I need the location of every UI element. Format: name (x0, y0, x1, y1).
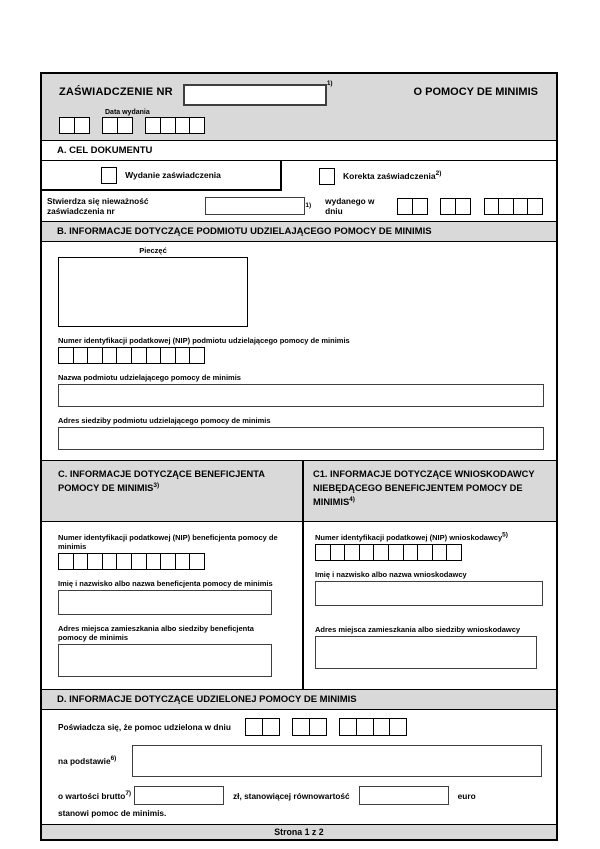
character-cell[interactable] (146, 553, 162, 570)
aid-granted-label: Poświadcza się, że pomoc udzielona w dniu (58, 722, 231, 732)
footnote-ref-4: 4) (349, 495, 355, 503)
character-cell[interactable] (58, 553, 74, 570)
beneficiary-address-input[interactable] (58, 644, 272, 677)
certificate-number-label: ZAŚWIADCZENIE NR (59, 86, 173, 98)
character-cell[interactable] (309, 718, 327, 736)
character-cell[interactable] (189, 347, 205, 364)
character-cell[interactable] (262, 718, 280, 736)
character-cell[interactable] (131, 347, 147, 364)
section-c-header (42, 461, 302, 522)
legal-basis-row (58, 745, 546, 777)
section-c-header-text: C. INFORMACJE DOTYCZĄCE BENEFICJENTA POMOCY DE MINIMIS (58, 469, 265, 493)
section-c1-header-text: C1. INFORMACJE DOTYCZĄCE WNIOSKODAWCY NIEBĘDĄCEGO BENEFICJENTEM POMOCY DE MINIMIS (313, 469, 535, 507)
form-header-band (42, 74, 556, 140)
equivalent-label: zł, stanowiącej równowartość (233, 790, 350, 801)
section-c1-header (304, 461, 556, 522)
character-cell[interactable] (315, 544, 331, 561)
issue-checkbox[interactable] (101, 167, 117, 184)
footnote-ref-5: 5) (502, 531, 508, 539)
section-d-header: D. INFORMACJE DOTYCZĄCE UDZIELONEJ POMOCY DE MINIMIS (42, 689, 556, 710)
character-cell[interactable] (344, 544, 360, 561)
character-cell[interactable] (189, 553, 205, 570)
grantor-address-label: Adres siedziby podmiotu udzielającego pomocy de minimis (58, 416, 271, 425)
grantor-address-input[interactable] (58, 427, 544, 450)
stamp-box (58, 257, 248, 327)
invalidation-date-cells (397, 198, 556, 215)
section-d-content (42, 710, 556, 824)
character-cell[interactable] (160, 347, 176, 364)
character-cell[interactable] (74, 117, 90, 134)
character-cell[interactable] (87, 347, 103, 364)
correction-checkbox[interactable] (319, 168, 335, 185)
section-a-header: A. CEL DOKUMENTU (42, 140, 556, 161)
character-cell[interactable] (87, 553, 103, 570)
option-issue-cell (42, 161, 282, 191)
section-c1-content (304, 522, 556, 681)
issue-checkbox-label: Wydanie zaświadczenia (125, 170, 221, 180)
character-cell[interactable] (446, 544, 462, 561)
legal-basis-label (58, 756, 132, 766)
character-cell[interactable] (189, 117, 205, 134)
issue-date-label: Data wydania (105, 109, 150, 116)
character-cell[interactable] (160, 117, 176, 134)
invalidation-row: Stwierdza się nieważność zaświadczenia nr 1) wydanego w dniu (42, 191, 556, 221)
section-c-content (42, 522, 302, 689)
character-cell[interactable] (484, 198, 500, 215)
invalidation-label: Stwierdza się nieważność zaświadczenia nr (47, 196, 149, 216)
character-cell[interactable] (102, 553, 118, 570)
cell-group (102, 117, 131, 134)
invalid-certificate-number-input[interactable] (205, 197, 306, 215)
footnote-ref-2: 2) (435, 170, 442, 178)
character-cell[interactable] (330, 544, 346, 561)
correction-checkbox-label (343, 171, 441, 181)
grantor-nip-cells (58, 347, 546, 364)
character-cell[interactable] (373, 718, 391, 736)
gross-value-label (58, 791, 134, 801)
character-cell[interactable] (339, 718, 357, 736)
grantor-name-label: Nazwa podmiotu udzielającego pomocy de minimis (58, 373, 241, 382)
issued-on-label: wydanego w dniu (325, 196, 375, 216)
footnote-ref-6: 6) (110, 755, 117, 763)
character-cell[interactable] (175, 347, 191, 364)
character-cell[interactable] (403, 544, 419, 561)
correction-label-text: Korekta zaświadczenia (343, 171, 436, 181)
character-cell[interactable] (412, 198, 428, 215)
character-cell[interactable] (356, 718, 374, 736)
section-b-content (42, 242, 556, 460)
cell-group (484, 198, 542, 215)
stamp-label: Pieczęć (139, 246, 167, 255)
character-cell[interactable] (455, 198, 471, 215)
section-c-column (42, 461, 304, 689)
certificate-title: O POMOCY DE MINIMIS (413, 86, 538, 98)
grantor-nip-label: Numer identyfikacji podatkowej (NIP) podmiotu udzielającego pomocy de minimis (58, 336, 350, 345)
cell-group (58, 347, 204, 364)
constitutes-aid-label: stanowi pomoc de minimis. (58, 808, 167, 818)
beneficiary-columns (42, 460, 556, 689)
character-cell[interactable] (432, 544, 448, 561)
gross-value-pln-input[interactable] (134, 786, 224, 805)
aid-granted-row (58, 718, 546, 736)
cell-group (339, 718, 405, 736)
legal-basis-input[interactable] (132, 745, 542, 777)
character-cell[interactable] (102, 117, 118, 134)
footnote-ref-7: 7) (125, 789, 132, 797)
character-cell[interactable] (146, 347, 162, 364)
beneficiary-address-label: Adres miejsca zamieszkania albo siedziby beneficjenta pomocy de minimis (58, 624, 254, 642)
character-cell[interactable] (73, 347, 89, 364)
cell-group (397, 198, 426, 215)
beneficiary-nip-label: Numer identyfikacji podatkowej (NIP) beneficjenta pomocy de minimis (58, 533, 278, 551)
euro-label: euro (457, 790, 476, 801)
character-cell[interactable] (131, 553, 147, 570)
de-minimis-certificate-form (40, 72, 558, 841)
character-cell[interactable] (373, 544, 389, 561)
character-cell[interactable] (102, 347, 118, 364)
purpose-options-row (42, 161, 556, 191)
character-cell[interactable] (73, 553, 89, 570)
character-cell[interactable] (440, 198, 456, 215)
character-cell[interactable] (359, 544, 375, 561)
cell-group (292, 718, 325, 736)
cell-group (58, 553, 204, 570)
gross-value-label-text: o wartości brutto (58, 790, 126, 801)
applicant-name-input[interactable] (315, 581, 543, 606)
applicant-nip-label-text: Numer identyfikacji podatkowej (NIP) wnioskodawcy (315, 533, 503, 542)
character-cell[interactable] (527, 198, 543, 215)
character-cell[interactable] (59, 117, 75, 134)
footnote-ref-3: 3) (153, 481, 160, 489)
cell-group (245, 718, 278, 736)
beneficiary-nip-cells (58, 553, 292, 570)
beneficiary-name-label: Imię i nazwisko albo nazwa beneficjenta pomocy de minimis (58, 579, 273, 588)
character-cell[interactable] (513, 198, 529, 215)
applicant-nip-label (315, 533, 546, 542)
issue-date-cells (59, 117, 556, 134)
certificate-number-input[interactable] (183, 84, 327, 106)
gross-value-row (58, 786, 546, 805)
character-cell[interactable] (116, 347, 132, 364)
character-cell[interactable] (145, 117, 161, 134)
character-cell[interactable] (397, 198, 413, 215)
option-correction-cell (282, 161, 556, 191)
applicant-name-label: Imię i nazwisko albo nazwa wnioskodawcy (315, 570, 467, 579)
applicant-address-label: Adres miejsca zamieszkania albo siedziby wnioskodawcy (315, 625, 521, 634)
character-cell[interactable] (175, 117, 191, 134)
character-cell[interactable] (498, 198, 514, 215)
page-number: Strona 1 z 2 (274, 827, 324, 837)
gross-value-eur-input[interactable] (359, 786, 449, 805)
grantor-name-input[interactable] (58, 384, 544, 407)
aid-granted-date-cells (245, 718, 420, 736)
character-cell[interactable] (292, 718, 310, 736)
character-cell[interactable] (175, 553, 191, 570)
character-cell[interactable] (245, 718, 263, 736)
beneficiary-name-input[interactable] (58, 590, 272, 615)
character-cell[interactable] (58, 347, 74, 364)
issue-date-block (42, 109, 556, 134)
character-cell[interactable] (116, 553, 132, 570)
character-cell[interactable] (417, 544, 433, 561)
cell-group (145, 117, 203, 134)
cell-group (440, 198, 469, 215)
page-footer (42, 824, 556, 839)
applicant-nip-cells (315, 544, 546, 561)
cell-group (315, 544, 461, 561)
legal-basis-label-text: na podstawie (58, 756, 111, 766)
character-cell[interactable] (388, 544, 404, 561)
header-title-row: ZAŚWIADCZENIE NR 1) O POMOCY DE MINIMIS (42, 84, 556, 106)
character-cell[interactable] (160, 553, 176, 570)
character-cell[interactable] (117, 117, 133, 134)
section-b-header: B. INFORMACJE DOTYCZĄCE PODMIOTU UDZIELAJĄCEGO POMOCY DE MINIMIS (42, 221, 556, 242)
cell-group (59, 117, 88, 134)
section-c1-column (304, 461, 556, 689)
character-cell[interactable] (389, 718, 407, 736)
applicant-address-input[interactable] (315, 636, 537, 669)
